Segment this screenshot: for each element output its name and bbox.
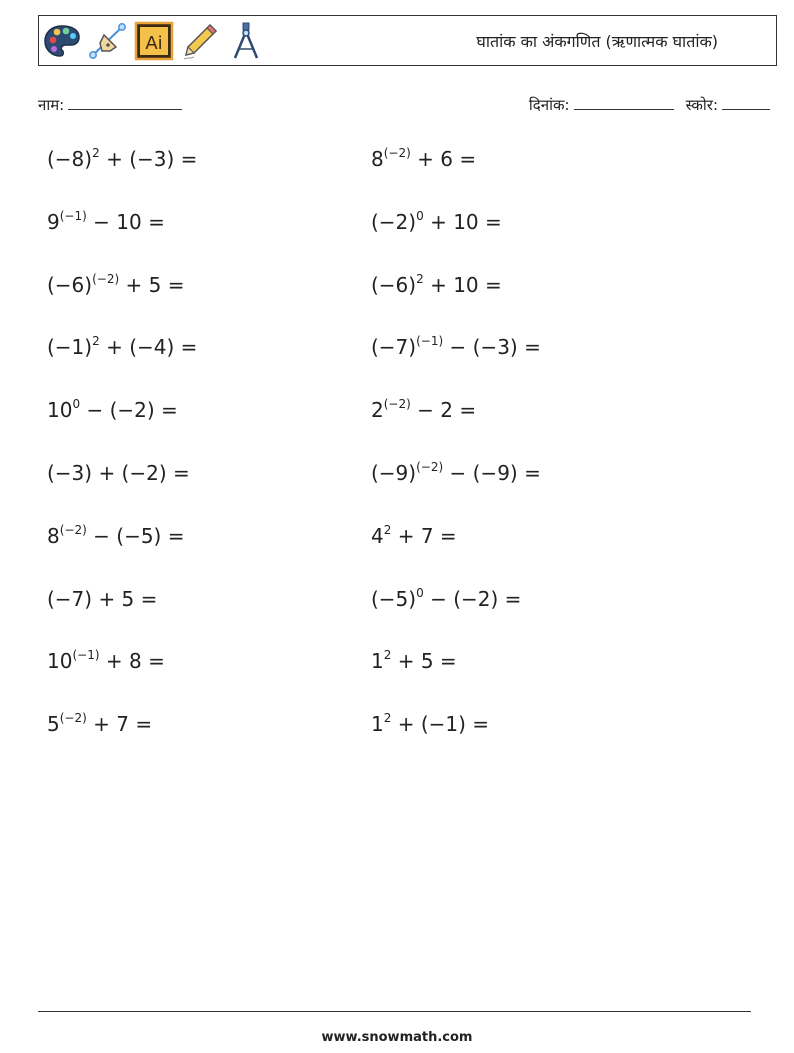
- problem-7: $(-1)^2 + (-4)$ =: [47, 334, 198, 360]
- problem-row: [47, 461, 707, 524]
- name-label: नाम:: [38, 96, 65, 114]
- compass-icon: [226, 21, 266, 61]
- footer-divider: [38, 1011, 751, 1012]
- problem-19: $5^{(-2)} + 7$ =: [47, 711, 153, 737]
- problem-row: [47, 147, 707, 210]
- worksheet-title: घातांक का अंकगणित (ऋणात्मक घातांक): [476, 32, 718, 51]
- problem-15: (−7) + 5 =: [47, 586, 158, 611]
- problem-12: $(-9)^{(-2)} - (-9)$ =: [371, 459, 541, 485]
- problem-row: [47, 398, 707, 461]
- illustrator-icon: [134, 21, 174, 61]
- problem-5: $(-6)^{(-2)} + 5$ =: [47, 271, 185, 297]
- svg-text:Ai: Ai: [145, 33, 163, 54]
- problem-8: $(-7)^{(-1)} - (-3)$ =: [371, 334, 541, 360]
- date-score-fields: [529, 94, 770, 115]
- problem-row: [47, 273, 707, 336]
- problem-6: $(-6)^2 + 10$ =: [371, 271, 502, 297]
- problem-9: $10^0 - (-2)$ =: [47, 397, 178, 423]
- problem-row: [47, 587, 707, 650]
- header-icons: [42, 19, 266, 63]
- score-label: स्कोर:: [685, 96, 718, 114]
- name-blank[interactable]: [68, 94, 182, 110]
- problem-13: $8^{(-2)} - (-5)$ =: [47, 522, 185, 548]
- problem-row: [47, 210, 707, 273]
- problem-10: $2^{(-2)} - 2$ =: [371, 397, 477, 423]
- worksheet-header: [38, 15, 777, 66]
- problem-16: $(-5)^0 - (-2)$ =: [371, 585, 522, 611]
- problem-row: [47, 335, 707, 398]
- problem-14: $4^2 + 7$ =: [371, 522, 457, 548]
- problem-grid: [47, 147, 707, 775]
- problem-1: $(-8)^2 + (-3)$ =: [47, 146, 198, 171]
- problem-3: $9^{(-1)} - 10$ =: [47, 208, 165, 234]
- problem-17: $10^{(-1)} + 8$ =: [47, 648, 165, 674]
- name-field: [38, 94, 182, 115]
- date-blank[interactable]: [574, 94, 674, 110]
- problem-20: $1^2 + (-1)$ =: [371, 711, 490, 737]
- pencil-icon: [180, 21, 220, 61]
- problem-row: [47, 649, 707, 712]
- problem-4: $(-2)^0 + 10$ =: [371, 208, 502, 234]
- problem-11: (−3) + (−2) =: [47, 460, 190, 485]
- date-label: दिनांक:: [528, 96, 570, 114]
- problem-row: [47, 524, 707, 587]
- problem-row: [47, 712, 707, 775]
- score-blank[interactable]: [722, 94, 770, 110]
- footer-url[interactable]: www.snowmath.com: [321, 1030, 473, 1045]
- palette-icon: [42, 21, 82, 61]
- problem-2: $8^{(-2)} + 6$ =: [371, 146, 477, 171]
- pen-tool-icon: [88, 21, 128, 61]
- problem-18: $1^2 + 5$ =: [371, 648, 457, 674]
